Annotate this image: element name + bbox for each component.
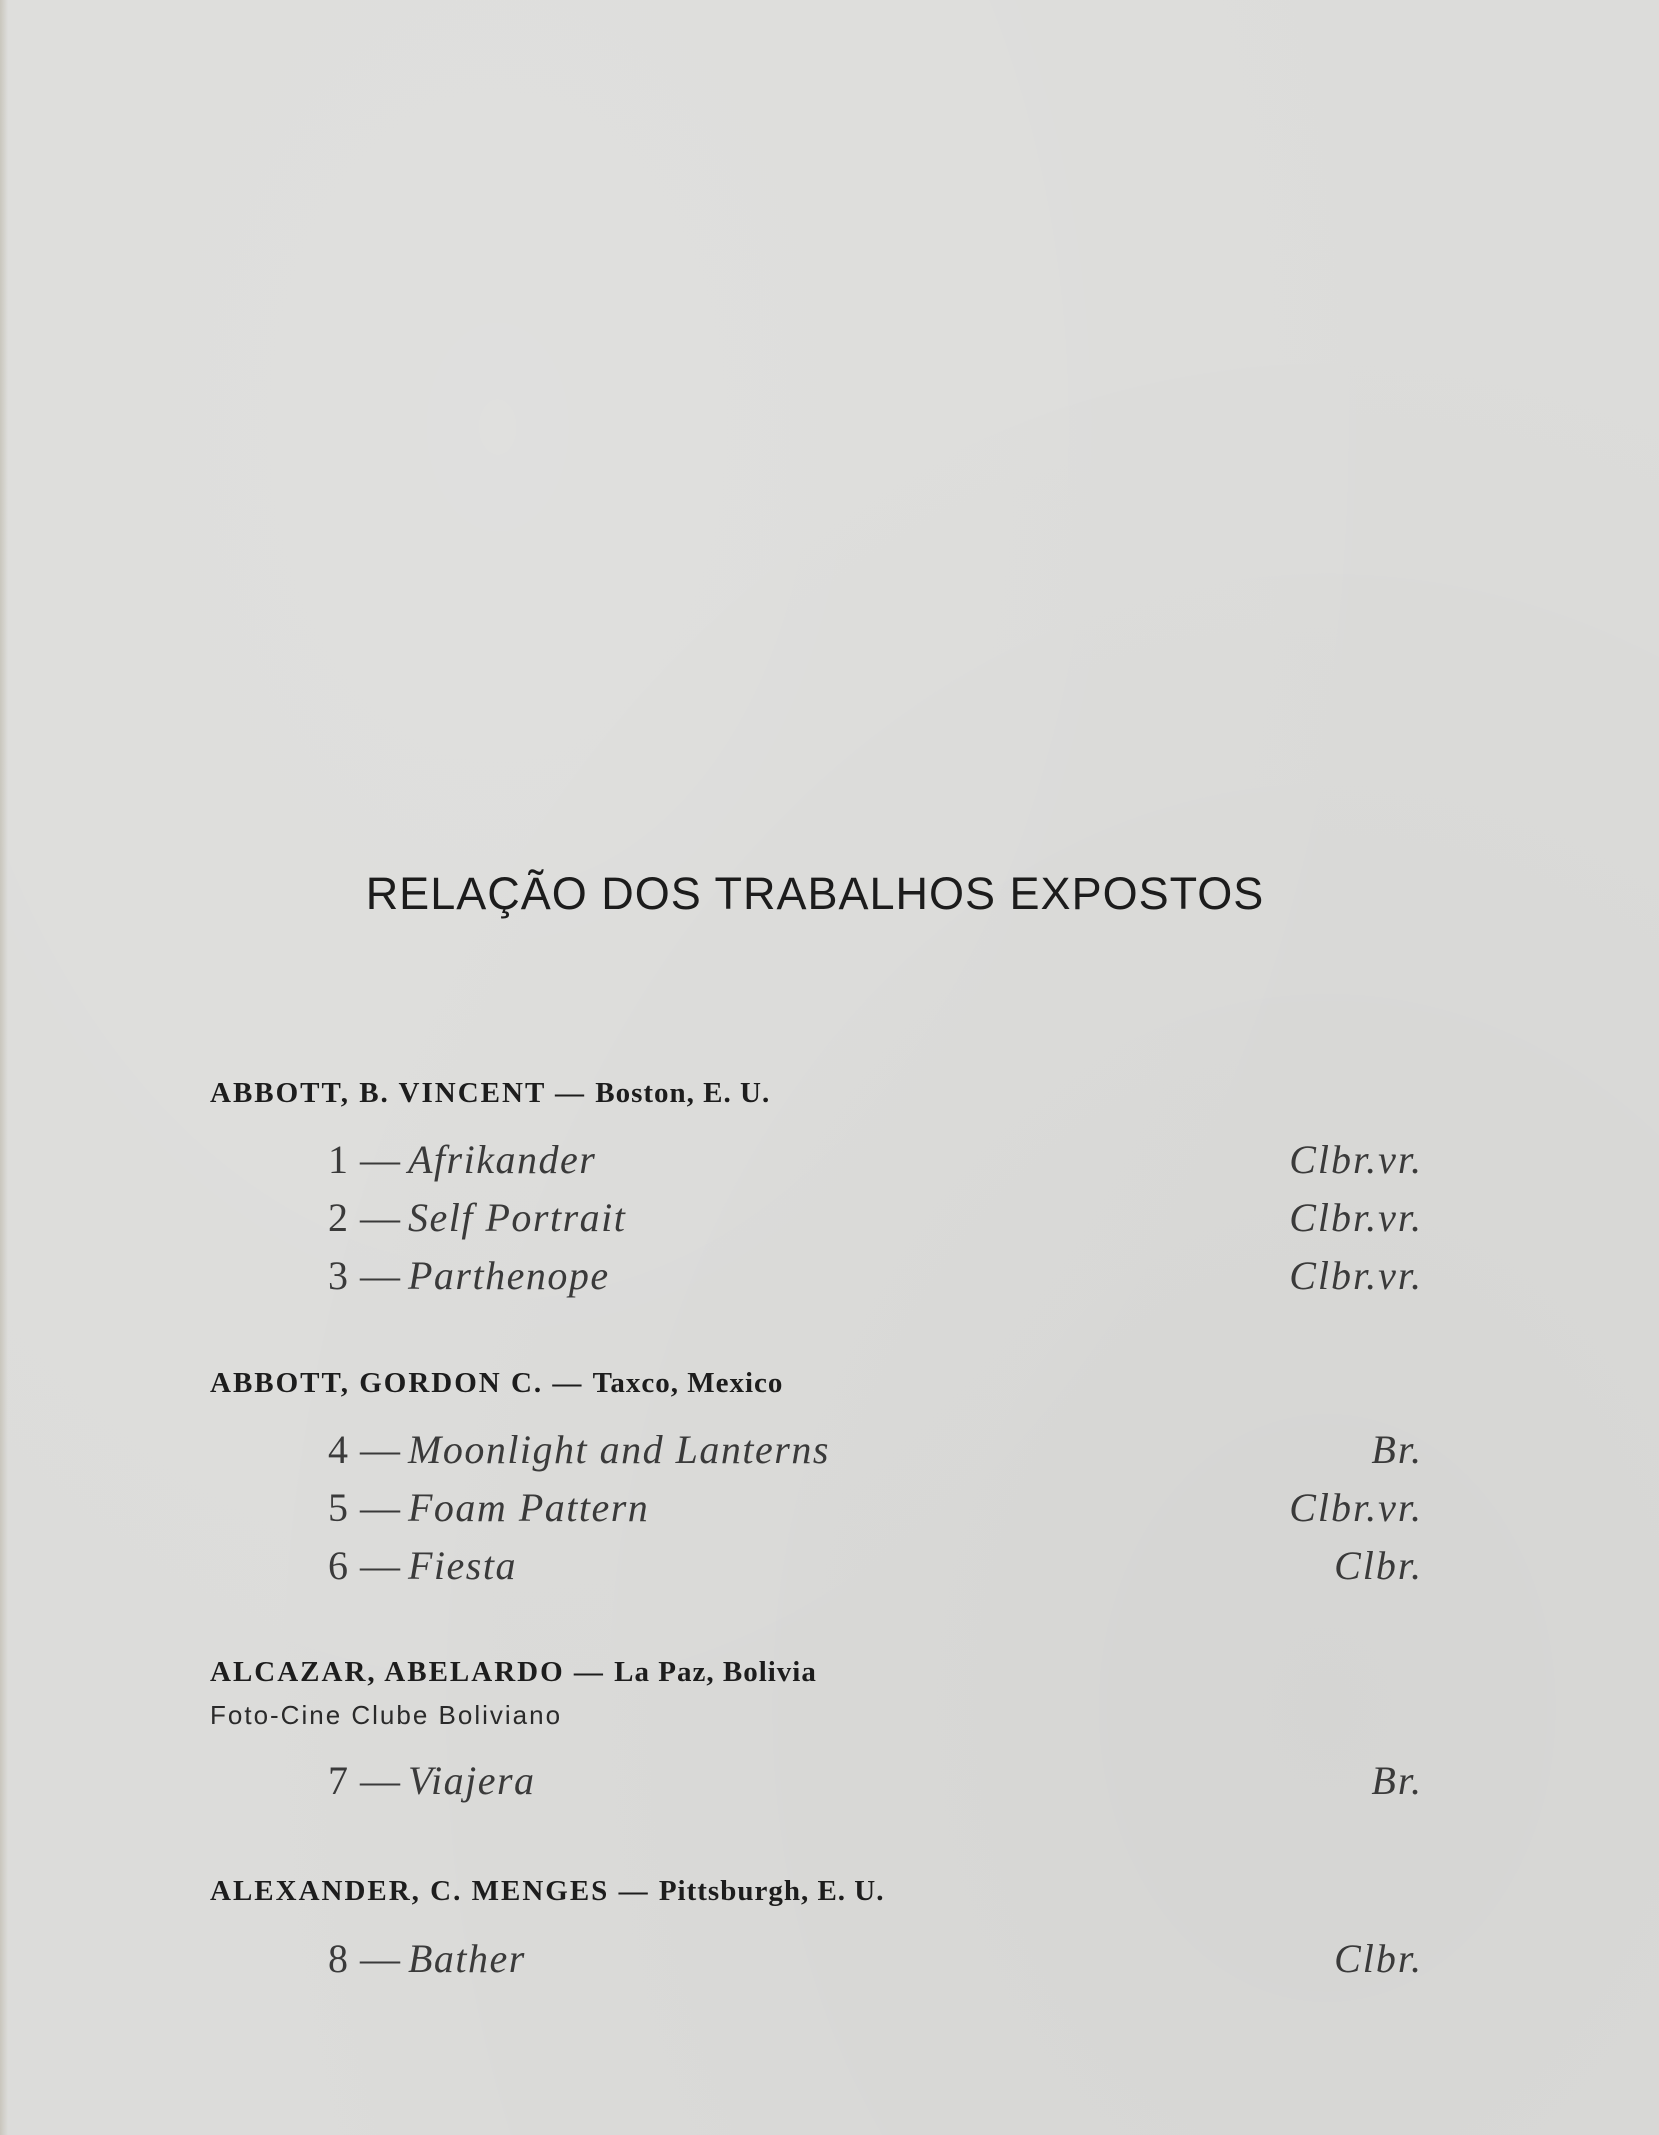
dash: — [360, 1543, 400, 1588]
work-technique: Clbr.vr. [1289, 1195, 1423, 1240]
work-title: Foam Pattern [408, 1485, 650, 1530]
artist-location: La Paz, Bolivia [614, 1656, 817, 1688]
artist-club: Foto-Cine Clube Boliviano [210, 1700, 563, 1730]
page-title: RELAÇÃO DOS TRABALHOS EXPOSTOS [365, 868, 1265, 919]
artist-location: Taxco, Mexico [592, 1367, 784, 1399]
work-title: Viajera [408, 1758, 536, 1803]
work-number: 8 [328, 1936, 348, 1981]
dash: — [618, 1875, 650, 1907]
work-item [328, 1252, 1423, 1302]
work-item [328, 1136, 1423, 1186]
work-item [328, 1194, 1423, 1244]
work-title: Fiesta [408, 1543, 517, 1588]
work-technique: Br. [1371, 1427, 1423, 1472]
work-number: 4 [328, 1427, 348, 1472]
work-technique: Clbr.vr. [1289, 1253, 1423, 1298]
artist-name: ABBOTT, B. VINCENT [210, 1077, 546, 1109]
work-item [328, 1757, 1423, 1807]
dash: — [573, 1656, 605, 1688]
dash: — [552, 1367, 584, 1399]
artist-heading [210, 1077, 770, 1110]
work-title: Bather [408, 1936, 526, 1981]
artist-heading [210, 1875, 885, 1908]
dash: — [360, 1485, 400, 1530]
dash: — [555, 1077, 587, 1109]
dash: — [360, 1253, 400, 1298]
work-item [328, 1426, 1423, 1476]
work-number: 7 [328, 1758, 348, 1803]
artist-name: ABBOTT, GORDON C. [210, 1367, 544, 1399]
dash: — [360, 1936, 400, 1981]
work-item [328, 1935, 1423, 1985]
work-technique: Clbr.vr. [1289, 1485, 1423, 1530]
work-number: 1 [328, 1137, 348, 1182]
artist-heading [210, 1656, 817, 1689]
work-technique: Br. [1371, 1758, 1423, 1803]
work-number: 3 [328, 1253, 348, 1298]
dash: — [360, 1758, 400, 1803]
work-number: 2 [328, 1195, 348, 1240]
work-technique: Clbr. [1334, 1543, 1423, 1588]
work-number: 6 [328, 1543, 348, 1588]
work-technique: Clbr. [1334, 1936, 1423, 1981]
work-title: Self Portrait [408, 1195, 627, 1240]
artist-location: Boston, E. U. [595, 1077, 771, 1109]
dash: — [360, 1195, 400, 1240]
work-item [328, 1484, 1423, 1534]
artist-heading [210, 1367, 783, 1400]
work-title: Moonlight and Lanterns [408, 1427, 830, 1472]
artist-name: ALEXANDER, C. MENGES [210, 1875, 610, 1907]
work-item [328, 1542, 1423, 1592]
artist-name: ALCAZAR, ABELARDO [210, 1656, 565, 1688]
binding-edge [0, 0, 8, 2135]
dash: — [360, 1137, 400, 1182]
artist-location: Pittsburgh, E. U. [658, 1875, 885, 1907]
work-number: 5 [328, 1485, 348, 1530]
work-title: Afrikander [408, 1137, 597, 1182]
work-technique: Clbr.vr. [1289, 1137, 1423, 1182]
dash: — [360, 1427, 400, 1472]
work-title: Parthenope [408, 1253, 610, 1298]
